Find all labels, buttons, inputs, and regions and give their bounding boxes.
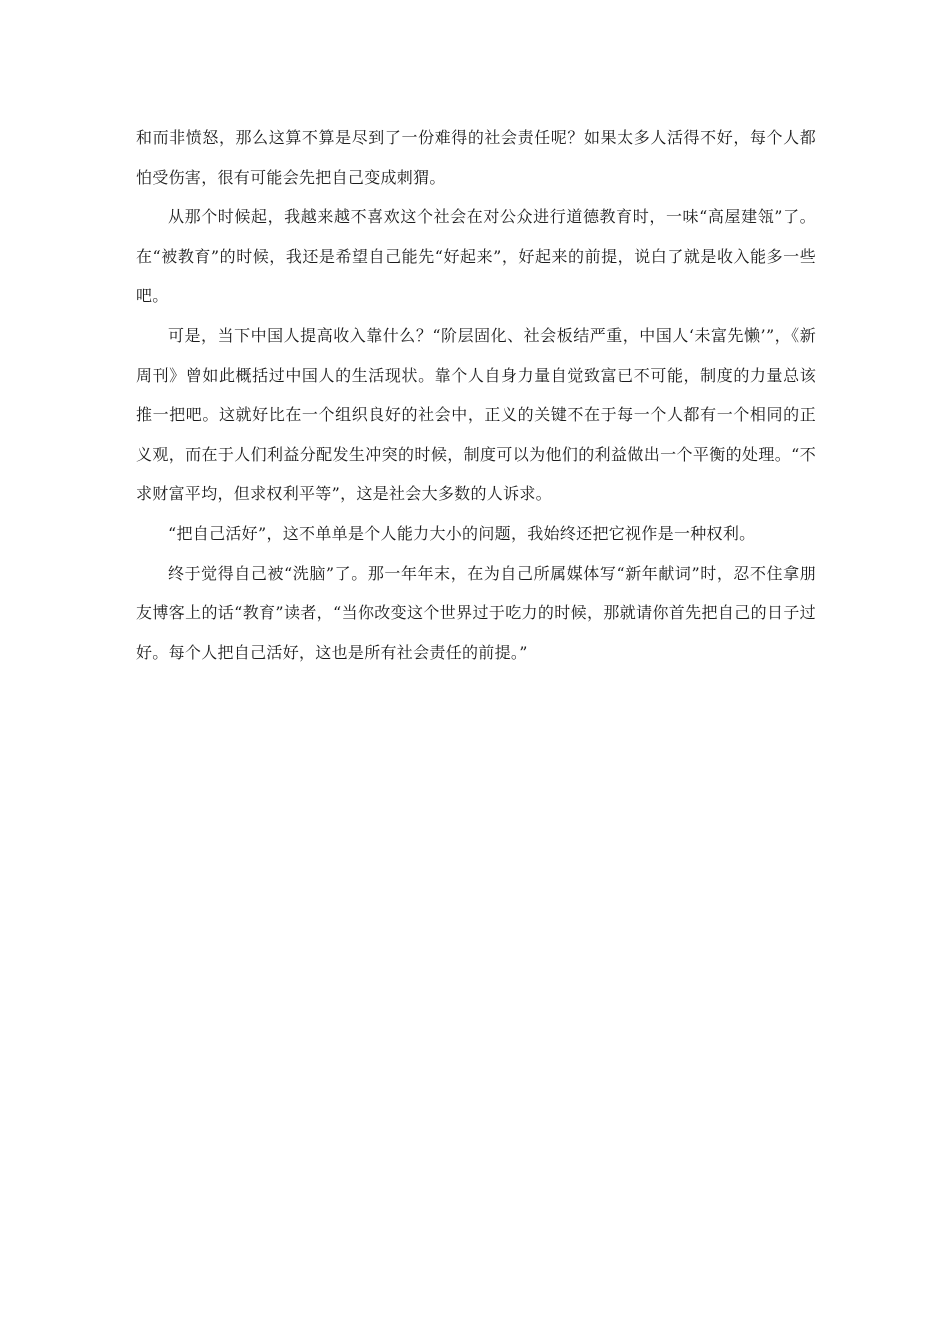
- paragraph-3: 可是，当下中国人提高收入靠什么？“阶层固化、社会板结严重，中国人‘未富先懒’”，《新周刊》曾如此概括过中国人的生活现状。靠个人自身力量自觉致富已不可能，制度的力量总该推一把吧。这就好比在一个组织良好的社会中，正义的关键不在于每一个人都有一个相同的正义观，而在于人们利益分配发生冲突的时候，制度可以为他们的利益做出一个平衡的处理。“不求财富平均，但求权利平等”，这是社会大多数的人诉求。: [136, 325, 816, 504]
- document-body: [136, 118, 816, 672]
- paragraph-2: 从那个时候起，我越来越不喜欢这个社会在对公众进行道德教育时，一味“高屋建瓴”了。在“被教育”的时候，我还是希望自己能先“好起来”，好起来的前提，说白了就是收入能多一些吧。: [136, 207, 816, 306]
- paragraph-4: “把自己活好”，这不单单是个人能力大小的问题，我始终还把它视作是一种权利。: [168, 523, 756, 543]
- paragraph-5: 终于觉得自己被“洗脑”了。那一年年末，在为自己所属媒体写“新年献词”时，忍不住拿朋友博客上的话“教育”读者，“当你改变这个世界过于吃力的时候，那就请你首先把自己的日子过好。每个人把自己活好，这也是所有社会责任的前提。”: [136, 563, 816, 662]
- paragraph-1: 和而非愤怒，那么这算不算是尽到了一份难得的社会责任呢？如果太多人活得不好，每个人都怕受伤害，很有可能会先把自己变成刺猬。: [136, 128, 816, 187]
